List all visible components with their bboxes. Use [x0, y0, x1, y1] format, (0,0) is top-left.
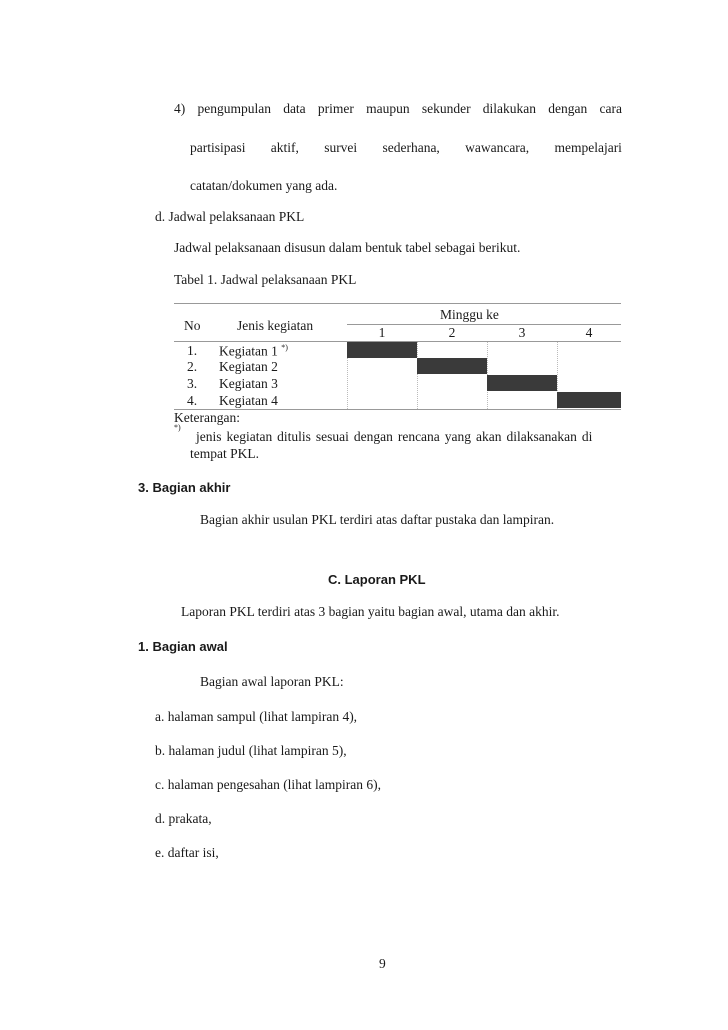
row4-activity: Kegiatan 4 [219, 393, 278, 408]
section-d-heading: d. Jadwal pelaksanaan PKL [155, 209, 305, 224]
page-number: 9 [379, 956, 386, 971]
header-minggu-ke: Minggu ke [440, 307, 499, 322]
word: aktif, [270, 140, 299, 155]
row2-activity: Kegiatan 2 [219, 359, 278, 374]
row4-week-bar [557, 392, 621, 408]
word: cara [599, 101, 622, 116]
word: partisipasi [190, 140, 246, 155]
header-week-2: 2 [448, 325, 456, 340]
list-item: a. halaman sampul (lihat lampiran 4), [155, 709, 358, 724]
item4-line3: catatan/dokumen yang ada. [190, 178, 338, 193]
word: maupun [366, 101, 410, 116]
bagian-akhir-body: Bagian akhir usulan PKL terdiri atas daftar pustaka dan lampiran. [200, 512, 555, 527]
row2-no: 2. [187, 359, 198, 374]
header-activity: Jenis kegiatan [237, 318, 314, 333]
list-item: d. prakata, [155, 811, 212, 826]
header-week-1: 1 [378, 325, 386, 340]
section-d-intro: Jadwal pelaksanaan disusun dalam bentuk tabel sebagai berikut. [174, 240, 521, 255]
row1-week-bar [347, 342, 417, 358]
row2-week-bar [417, 358, 487, 374]
word: sederhana, [382, 140, 440, 155]
word: primer [317, 101, 354, 116]
row3-activity: Kegiatan 3 [219, 376, 278, 391]
word: sekunder [421, 101, 471, 116]
item4-line1 [174, 101, 622, 117]
list-item: b. halaman judul (lihat lampiran 5), [155, 743, 347, 758]
table-bottom-rule [174, 409, 621, 410]
word: pengumpulan [197, 101, 271, 116]
header-no: No [184, 318, 201, 333]
word: dilakukan [482, 101, 537, 116]
word: wawancara, [465, 140, 530, 155]
laporan-heading: C. Laporan PKL [328, 572, 426, 587]
header-week-4: 4 [585, 325, 593, 340]
table-top-rule [174, 303, 621, 304]
notes-label: Keterangan: [174, 410, 240, 425]
list-item: c. halaman pengesahan (lihat lampiran 6), [155, 777, 382, 792]
note-line2: tempat PKL. [190, 446, 259, 461]
row1-activity [219, 343, 288, 360]
note-line1 [174, 423, 181, 444]
word: mempelajari [554, 140, 622, 155]
word: survei [324, 140, 358, 155]
laporan-intro: Laporan PKL terdiri atas 3 bagian yaitu bagian awal, utama dan akhir. [181, 604, 560, 619]
row3-no: 3. [187, 376, 198, 391]
table-caption: Tabel 1. Jadwal pelaksanaan PKL [174, 272, 357, 287]
row4-no: 4. [187, 393, 198, 408]
bagian-awal-intro: Bagian awal laporan PKL: [200, 674, 344, 689]
item4-line2 [190, 140, 622, 156]
row1-activity-text: Kegiatan 1 [219, 343, 278, 359]
bagian-akhir-heading: 3. Bagian akhir [138, 480, 231, 495]
list-item: e. daftar isi, [155, 845, 219, 860]
row3-week-bar [487, 375, 557, 391]
grid-line [417, 342, 418, 409]
row1-footnote-mark: *) [281, 343, 288, 352]
bagian-awal-heading: 1. Bagian awal [138, 639, 228, 654]
header-week-3: 3 [518, 325, 526, 340]
row1-no: 1. [187, 343, 198, 358]
note-line1-text: jenis kegiatan ditulis sesuai dengan rencana yang akan dilaksanakan di [196, 429, 593, 444]
word: data [283, 101, 306, 116]
word: 4) [174, 101, 186, 116]
note-mark: *) [174, 423, 181, 432]
word: dengan [548, 101, 588, 116]
